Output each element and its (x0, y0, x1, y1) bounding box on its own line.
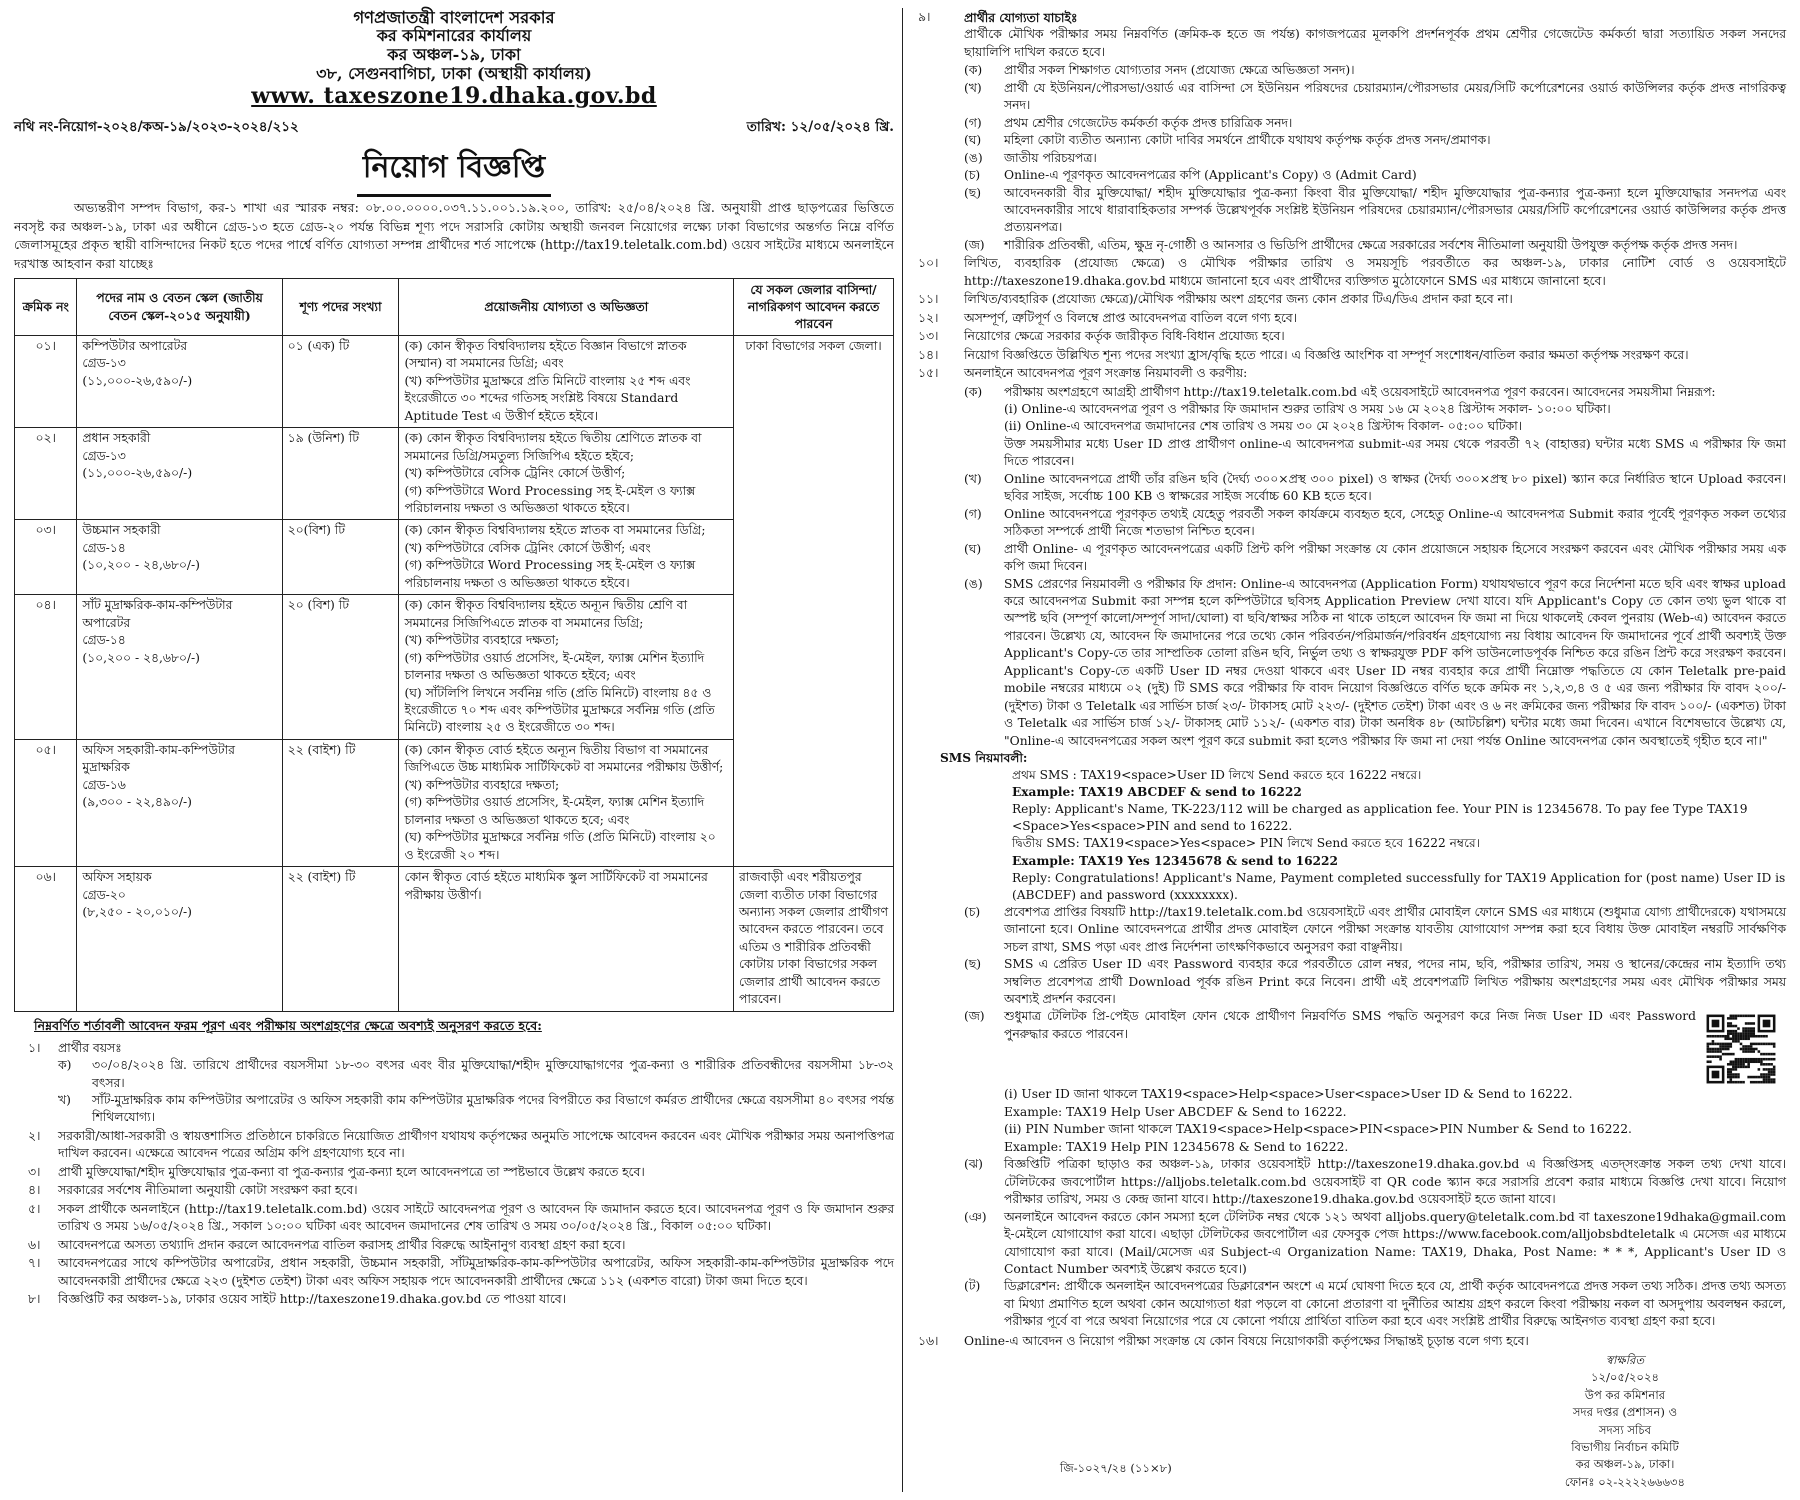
document-item-number: (ছ) (964, 185, 982, 200)
item-9 (912, 9, 1786, 61)
online-step-number: (ঞ) (964, 1209, 987, 1224)
row-count: ১৯ (উনিশ) টি (282, 428, 399, 520)
document-item-text: আবেদনকারী বীর মুক্তিযোদ্ধা/ শহীদ মুক্তিযোদ্ধার পুত্র-কন্যা কিংবা বীর মুক্তিযোদ্ধা/ শহীদ মুক্তিযোদ্ধার পুত্র-কন্যার পুত্র-কন্যা হলে মুক্তিযোদ্ধার সনদপত্র এবং আবেদনকারীর সাথে ধারাবাহিকতার সম্পর্ক উল্লেখপূর্বক সংশ্লিষ্ট ইউনিয়ন পরিষদের চেয়ারম্যান/পৌরসভার মেয়র/সিটি কর্পোরেশনের ওয়ার্ড কাউন্সিলর কর্তৃক প্রদত্ত প্রত্যয়নপত্র। (1004, 185, 1786, 235)
document-item-number: (ক) (964, 63, 983, 78)
row-qualification (399, 335, 734, 427)
item-number: ১৩। (918, 329, 939, 344)
term-number: ১। (28, 1040, 41, 1055)
term-body (58, 1291, 894, 1308)
qualification-item: (ক) কোন স্বীকৃত বিশ্ববিদ্যালয় হইতে বিজ্ঞান বিভাগে স্নাতক (সম্মান) বা সমমানের ডিগ্রি; এবং (404, 338, 687, 371)
sms-reply-1: Reply: Applicant's Name, TK-223/112 will be charged as application fee. Your PIN is 12345678. To pay fee Type TAX19 <Space>Yes<space>PIN and send to 16222. (1012, 802, 1748, 834)
sms-rules (912, 750, 1786, 904)
item-number: ১৫। (918, 366, 939, 381)
term-number: ৪। (28, 1183, 41, 1198)
qualification-item: (খ) কম্পিউটার ব্যবহারে দক্ষতা; (404, 633, 560, 648)
row-post (77, 520, 282, 595)
online-step-number: (জ) (964, 1009, 985, 1024)
sms-heading: SMS নিয়মাবলী: (940, 751, 1028, 766)
sms-first: প্রথম SMS : TAX19<space>User ID লিখে Send করতে হবে 16222 নম্বরে। (1012, 768, 1422, 783)
office-website[interactable]: www. taxeszone19.dhaka.gov.bd (251, 83, 657, 110)
item-9-subs (912, 62, 1786, 254)
right-item (912, 328, 1786, 345)
terms-heading: নিম্নবর্ণিত শর্তাবলী আবেদন ফরম পূরণ এবং পরীক্ষায় অংশগ্রহণের ক্ষেত্রে অবশ্যই অনুসরণ করতে হবে: (34, 1017, 542, 1033)
right-item (912, 365, 1786, 382)
online-step-number: (ঝ) (964, 1157, 983, 1172)
online-step-number (964, 1121, 1004, 1138)
right-items (912, 255, 1786, 382)
right-item (912, 347, 1786, 364)
online-step-number (964, 1104, 1004, 1121)
table-header-row (15, 278, 894, 335)
post-scale: (১১,০০০-২৬,৫৯০/-) (82, 466, 193, 481)
left-column (14, 8, 894, 1309)
item-number: ৯। (918, 10, 931, 24)
qualification-item: (গ) কম্পিউটারে Word Processing সহ ই-মেইল ও ফ্যাক্স পরিচালনায় দক্ষতা ও অভিজ্ঞতা থাকতে হইবে। (404, 558, 696, 590)
print-code: জি-১০২৭/২৪ (১১×৮) (1060, 1461, 1172, 1475)
vacancy-table-body (15, 335, 894, 1011)
document-item-number: (গ) (964, 115, 982, 130)
qualification-item: (খ) কম্পিউটারে বেসিক ট্রেনিং কোর্সে উত্তীর্ণ; (404, 466, 626, 481)
post-grade: গ্রেড-১৩ (82, 356, 126, 371)
online-step-text: SMS প্রেরণের নিয়মাবলী ও পরীক্ষার ফি প্রদান: Online-এ আবেদনপত্র (Application Form) যথাযথভাবে পূরণ করে নির্দেশনা মতে ছবি এবং স্বাক্ষর upload করে আবেদনপত্র Submit করা সম্পন্ন হলে কম্পিউটারে ছবিসহ Application Preview দেখা যাবে। যদি Applicant's Copy তে কোন তথ্য ভুল থাকে বা অস্পষ্ট ছবি (সম্পূর্ণ কালো/সম্পূর্ণ সাদা/ঘোলা) বা ছবি/স্বাক্ষর সঠিক না থাকে তাহলে আবেদন ফি জমা না দিয়ে থাকলেই কেবল পুনরায় (Web-এ) আবেদন করতে পারবেন। উল্লেখ্য যে, আবেদন ফি জমাদানের পরে তথ্যে কোন পরিবর্তন/পরিমার্জন/পরিবর্ধন গ্রহণযোগ্য নয় বিধায় আবেদন ফি জমাদানের পূর্বে প্রার্থী অবশ্যই উক্ত Applicant's Copy-তে তার সাম্প্রতিক তোলা রঙিন ছবি, নির্ভুল তথ্য ও স্বাক্ষরযুক্ত PDF কপি ডাউনলোডপূর্বক নিশ্চিত করে রঙিন প্রিন্ট করে সংরক্ষণ করবেন। Applicant's Copy-তে একটি User ID নম্বর দেওয়া থাকবে এবং User ID নম্বর ব্যবহার করে প্রার্থী নিম্নোক্ত পদ্ধতিতে যে কোন Teletalk pre-paid mobile নম্বরের মাধ্যমে ০২ (দুই) টি SMS করে পরীক্ষার ফি বাবদ নিয়োগ বিজ্ঞপ্তিতে বর্ণিত ছকে ক্রমিক নং ১,২,৩,৪ ও ৫ এর জন্য পরীক্ষার ফি বাবদ ২০০/- (দুইশত) টাকা ও Teletalk এর সার্ভিস চার্জ ২৩/- টাকাসহ মোট ২২৩/- (দুইশত তেইশ) টাকা এবং ও ৬ নং ক্রমিকের জন্য পরীক্ষার ফি বাবদ ১০০/- (একশত) টাকা ও Teletalk এর সার্ভিস চার্জ ১২/- টাকাসহ মোট ১১২/- (একশত বার) টাকা অনধিক ৪৮ (আটচল্লিশ) ঘন্টার মধ্যে জমা দিবেন। এখানে বিশেষভাবে উল্লেখ্য যে, "Online-এ আবেদনপত্রের সকল অংশ পূরণ করে submit করা হলেও পরীক্ষার ফি জমা না দেয়া পর্যন্ত Online আবেদনপত্র কোন অবস্থাতেই গৃহীত হবে না।" (1004, 576, 1786, 748)
term-sub-number: ক) (58, 1058, 72, 1073)
post-scale: (১০,২০০ - ২৪,৬৮০/-) (82, 558, 200, 573)
govt-name: গণপ্রজাতন্ত্রী বাংলাদেশ সরকার (353, 8, 555, 27)
row-post (77, 595, 282, 740)
post-name: সাঁট মুদ্রাক্ষরিক-কাম-কম্পিউটার অপারেটর (82, 598, 233, 630)
term-item (14, 1128, 894, 1163)
online-step-text: শুধুমাত্র টেলিটক প্রি-পেইড মোবাইল ফোন থেকে প্রার্থীগণ নিম্নবর্ণিত SMS পদ্ধতি অনুসরণ করে নিজ নিজ User ID এবং Password পুনরুদ্ধার করতে পারবেন। (1004, 1008, 1786, 1086)
term-body (58, 1201, 894, 1236)
online-step (964, 1209, 1786, 1279)
term-sub-text: ৩০/০৪/২০২৪ খ্রি. তারিখে প্রার্থীদের বয়সসীমা ১৮-৩০ বৎসর এবং বীর মুক্তিযোদ্ধা/শহীদ মুক্তিযোদ্ধাগণের পুত্র-কন্যা ও শারীরিক প্রতিবন্ধীদের বয়সসীমা ১৮-৩২ বৎসর। (92, 1058, 894, 1090)
online-step-number: (ট) (964, 1279, 981, 1294)
row-count: ২২ (বাইশ) টি (282, 739, 399, 866)
online-step-text: Example: TAX19 Help User ABCDEF & Send to 16222. (1004, 1104, 1347, 1119)
term-text: সকল প্রার্থীকে অনলাইনে (http://tax19.teletalk.com.bd) ওয়েব সাইটে আবেদনপত্র পূরণ ও আবেদন ফি জমাদান করতে হবে। আবেদনপত্র পূরণ ও ফি জমাদান শুরুর তারিখ ও সময় ১৬/০৫/২০২৪ খ্রি., সকাল ১০:০০ ঘটিকা এবং আবেদন জমাদানের শেষ তারিখ ও সময় ৩০/০৫/২০২৪ খ্রি., বিকাল ০৫:০০ ঘটিকা। (58, 1201, 894, 1234)
row-qualification (399, 739, 734, 866)
col-header-elig: যে সকল জেলার বাসিন্দা/নাগরিকগণ আবেদন করতে পারবেন (734, 278, 894, 335)
online-step (964, 506, 1786, 541)
row-eligibility: রাজবাড়ী এবং শরীয়তপুর জেলা ব্যতীত ঢাকা বিভাগের অন্যান্য সকল জেলার প্রার্থীগণ আবেদন করতে পারবেন। তবে এতিম ও শারীরিক প্রতিবন্ধী কোটায় ঢাকা বিভাগের সকল জেলার প্রার্থী আবেদন করতে পারবেন। (734, 867, 894, 1012)
document-item-text: জাতীয় পরিচয়পত্র। (1004, 150, 1097, 165)
online-step (964, 576, 1786, 751)
document-item (964, 185, 1786, 237)
row-count: ২২ (বাইশ) টি (282, 867, 399, 1012)
right-item (912, 255, 1786, 290)
signature-date: ১২/০৫/২০২৪ (1590, 1370, 1660, 1385)
col-header-count: শূণ্য পদের সংখ্যা (282, 278, 399, 335)
qualification-item: (ঘ) কম্পিউটার মুদ্রাক্ষরে সর্বনিম্ন গতি (প্রতি মিনিটে) বাংলায় ২০ ও ইংরেজী ২০ শব্দ। (404, 830, 716, 862)
item-text: অসম্পূর্ণ, ত্রুটিপূর্ণ ও বিলম্বে প্রাপ্ত আবেদনপত্র বাতিল বলে গণ্য হবে। (964, 310, 1298, 325)
signer-role: সদস্য সচিব (1598, 1422, 1652, 1437)
post-scale: (১০,২০০ - ২৪,৬৮০/-) (82, 650, 200, 665)
online-step-text: (i) Online-এ আবেদনপত্র পূরণ ও পরীক্ষার ফি জমাদান শুরুর তারিখ ও সময় ১৬ মে ২০২৪ খ্রিস্টাব্দ সকাল- ১০:০০ ঘটিকা। (1004, 401, 1611, 416)
post-grade: গ্রেড-২০ (82, 887, 126, 902)
term-number: ৬। (28, 1237, 41, 1252)
item-text: লিখিত, ব্যবহারিক (প্রযোজ্য ক্ষেত্রে) ও মৌখিক পরীক্ষার তারিখ ও সময়সূচি পরবর্তীতে কর অঞ্চল-১৯, ঢাকার নোটিশ বোর্ড ও ওয়েবসাইটে http://taxeszone19.dhaka.gov.bd মাধ্যমে জানানো হবে এবং প্রার্থীদের ব্যক্তিগত মুঠোফোনে SMS এর মাধ্যমে জানানো হবে। (964, 256, 1786, 288)
post-name: উচ্চমান সহকারী (82, 523, 161, 538)
signer-committee: বিভাগীয় নির্বাচন কমিটি (1571, 1439, 1679, 1454)
qualification-item: (ক) কোন স্বীকৃত বিশ্ববিদ্যালয় হইতে অন্যূন দ্বিতীয় শ্রেণি বা সমমানের সিজিপিএতে স্নাতক বা সমমানের ডিগ্রি; (404, 598, 688, 630)
online-step (964, 541, 1786, 576)
item-heading: প্রার্থীর যোগ্যতা যাচাইঃ (964, 10, 1078, 25)
sms-example-2: Example: TAX19 Yes 12345678 & send to 16222 (1012, 853, 1338, 868)
online-step-text: প্রবেশপত্র প্রাপ্তির বিষয়টি http://tax19.teletalk.com.bd ওয়েবসাইটে এবং প্রার্থীর মোবাইল ফোনে SMS এর মাধ্যমে (শুধুমাত্র যোগ্য প্রার্থীদেরকে) যথাসময়ে জানানো হবে। Online আবেদনপত্রে প্রার্থীর প্রদত্ত মোবাইল ফোনে পরীক্ষা সংক্রান্ত যাবতীয় যোগাযোগ সম্পন্ন করা হবে বিধায় উক্ত মোবাইল নম্বরটি সার্বক্ষণিক সচল রাখা, SMS পড়া এবং প্রাপ্ত নির্দেশনা তাৎক্ষণিকভাবে অনুসরণ করা বাঞ্ছনীয়। (1004, 904, 1786, 954)
row-post (77, 335, 282, 427)
memo-number: নথি নং-নিয়োগ-২০২৪/কঅ-১৯/২০২৩-২০২৪/২১২ (14, 119, 299, 136)
item-number: ১৬। (918, 1333, 939, 1348)
document-item-number: (ঘ) (964, 133, 982, 148)
online-step-number (964, 401, 1004, 418)
document-item-text: শারীরিক প্রতিবন্ধী, এতিম, ক্ষুদ্র নৃ-গোষ্ঠী ও আনসার ও ভিডিপি প্রার্থীদের ক্ষেত্রে সরকারের সর্বশেষ নীতিমালা অনুযায়ী উপযুক্ত কর্তৃপক্ষ কর্তৃক প্রদত্ত সনদ। (1004, 237, 1738, 252)
row-count: ২০ (বিশ) টি (282, 595, 399, 740)
online-step (964, 904, 1786, 956)
right-column (912, 8, 1786, 1351)
qualification-item: (ঘ) সাঁটলিপি লিখনে সর্বনিম্ন গতি (প্রতি মিনিটে) বাংলায় ৪৫ ও ইংরেজীতে ৭০ শব্দ এবং কম্পিউটার মুদ্রাক্ষরে সর্বনিম্ন গতি (প্রতি মিনিটে) বাংলায় ২৫ ও ইংরেজীতে ৩০ শব্দ। (404, 685, 715, 735)
term-sub-number: খ) (58, 1093, 71, 1108)
item-text: লিখিত/ব্যবহারিক (প্রযোজ্য ক্ষেত্রে)/মৌখিক পরীক্ষায় অংশ গ্রহণের জন্য কোন প্রকার টিএ/ডিএ প্রদান করা হবে না। (964, 292, 1513, 307)
online-step-number (964, 436, 1004, 471)
sms-example-1: Example: TAX19 ABCDEF & send to 16222 (1012, 785, 1302, 800)
online-step-text: (i) User ID জানা থাকলে TAX19<space>Help<space>User<space>User ID & Send to 16222. (1004, 1087, 1573, 1102)
row-post (77, 739, 282, 866)
table-row (15, 867, 894, 1012)
item-number: ১৪। (918, 347, 939, 362)
document-item (964, 167, 1786, 184)
row-post (77, 428, 282, 520)
online-step (964, 1156, 1786, 1208)
item-text: Online-এ আবেদন ও নিয়োগ পরীক্ষা সংক্রান্ত যে কোন বিষয়ে নিয়োগকারী কর্তৃপক্ষের সিদ্ধান্তই চূড়ান্ত বলে গণ্য হবে। (964, 1333, 1529, 1348)
qualification-item: (গ) কম্পিউটার ওয়ার্ড প্রসেসিং, ই-মেইল, ফ্যাক্স মেশিন ইত্যাদি চালনার দক্ষতা ও অভিজ্ঞতা থাকতে হবে; এবং (404, 795, 705, 827)
online-step-text: অনলাইনে আবেদন করতে কোন সমস্যা হলে টেলিটক নম্বর থেকে ১২১ অথবা alljobs.query@teletalk.com.bd বা taxeszone19dhaka@gmail.com ই-মেইলে যোগাযোগ করা যাবে। এছাড়া টেলিটকের জবপোর্টাল এর ফেসবুক পেজ https://www.facebook.com/alljobsbdteletalk এ মেসেজ এর মাধ্যমে যোগাযোগ করা যাবে। (Mail/মেসেজ এর Subject-এ Organization Name: TAX19, Dhaka, Post Name: * * *, Applicant's User ID ও Contact Number অবশ্যই উল্লেখ করতে হবে।) (1004, 1209, 1786, 1276)
document-item (964, 80, 1786, 115)
row-count: ০১ (এক) টি (282, 335, 399, 427)
online-step-number (964, 1139, 1004, 1156)
post-name: অফিস সহায়ক (82, 870, 152, 885)
term-number: ২। (28, 1128, 41, 1143)
document-item-text: মহিলা কোটা ব্যতীত অন্যান্য কোটা দাবির সমর্থনে প্রার্থীকে যথাযথ কর্তৃপক্ষ কর্তৃক প্রদত্ত সনদ/প্রমাণক। (1004, 133, 1491, 148)
online-step-text: পরীক্ষায় অংশগ্রহণে আগ্রহী প্রার্থীগণ http://tax19.teletalk.com.bd এই ওয়েবসাইটে আবেদনপত্র পূরণ করবেন। আবেদনের সময়সীমা নিম্নরূপ: (1004, 384, 1716, 399)
item-number: ১২। (918, 310, 939, 325)
col-header-sl: ক্রমিক নং (15, 278, 77, 335)
row-sl: ০৫। (15, 739, 77, 866)
signer-office: সদর দপ্তর (প্রশাসন) ও (1572, 1405, 1678, 1420)
row-qualification (399, 428, 734, 520)
online-step-text: (ii) Online-এ আবেদনপত্র জমাদানের শেষ তারিখ ও সময় ৩০ মে ২০২৪ খ্রিস্টাব্দ বিকাল- ০৫:০০ ঘটিকা। (1004, 419, 1523, 434)
item-text: নিয়োগের ক্ষেত্রে সরকার কর্তৃক জারীকৃত বিধি-বিধান প্রযোজ্য হবে। (964, 329, 1285, 344)
post-scale: (৯,৩০০ - ২২,৪৯০/-) (82, 795, 192, 810)
online-step (964, 1104, 1786, 1121)
sms-reply-2: Reply: Congratulations! Applicant's Name, Payment completed successfully for TAX19 Application for (post name) User ID is (ABCDEF) and password (xxxxxxxx). (1012, 870, 1786, 902)
online-step-text: SMS এ প্রেরিত User ID এবং Password ব্যবহার করে পরবর্তীতে রোল নম্বর, পদের নাম, ছবি, পরীক্ষার তারিখ, সময় ও স্থানের/কেন্দ্রের নাম ইত্যাদি তথ্য সম্বলিত প্রবেশপত্র প্রার্থী Download পূর্বক রঙিন Print করে নিবেন। প্রার্থী এই প্রবেশপত্রটি লিখিত পরীক্ষায় অংশগ্রহণের সময় এবং মৌখিক পরীক্ষার সময় অবশ্যই প্রদর্শন করবেন। (1004, 957, 1786, 1006)
term-text: প্রার্থীর বয়সঃ (58, 1040, 122, 1055)
term-sub-text: সাঁট-মুদ্রাক্ষরিক কাম কম্পিউটার অপারেটর ও অফিস সহকারী কাম কম্পিউটার মুদ্রাক্ষরিক পদের বিপরীতে কর বিভাগে কর্মরত প্রার্থীদের ক্ষেত্রে বয়সসীমা ৪০ বৎসর পর্যন্ত শিথিলযোগ্য। (92, 1093, 894, 1125)
item-body (964, 9, 1786, 61)
letterhead (14, 8, 894, 110)
qualification-item: (গ) কম্পিউটার ওয়ার্ড প্রসেসিং, ই-মেইল, ফ্যাক্স মেশিন ইত্যাদি চালনার দক্ষতা ও অভিজ্ঞতা থাকতে হইবে; এবং (404, 650, 705, 683)
post-name: অফিস সহকারী-কাম-কম্পিউটার মুদ্রাক্ষরিক (82, 742, 235, 775)
term-text: আবেদনপত্রের সাথে কম্পিউটার অপারেটর, প্রধান সহকারী, উচ্চমান সহকারী, সাঁটমুদ্রাক্ষরিক-কাম-কম্পিউটার অপারেটর, অফিস সহকারী-কাম-কম্পিউটার মুদ্রাক্ষরিক পদে আবেদনকারী প্রার্থীদের ক্ষেত্রে ২২৩ (দুইশত তেইশ) টাকা এবং অফিস সহায়ক পদে আবেদনকারী প্রার্থীদের ক্ষেত্রে ১১২ (একশত বারো) টাকা জমা দিতে হবে। (58, 1256, 894, 1288)
online-step (964, 1278, 1786, 1330)
sms-second: দ্বিতীয় SMS: TAX19<space>Yes<space> PIN লিখে Send করতে হবে 16222 নম্বরে। (1012, 836, 1481, 851)
term-body (58, 1128, 894, 1163)
item-number: ১০। (918, 256, 939, 271)
reference-line (14, 116, 894, 139)
online-step (964, 471, 1786, 506)
online-step-number: (গ) (964, 506, 982, 521)
document-item (964, 62, 1786, 79)
row-sl: ০৪। (15, 595, 77, 740)
qualification-item: (গ) কম্পিউটারে Word Processing সহ ই-মেইল ও ফ্যাক্স পরিচালনায় দক্ষতা ও অভিজ্ঞতা থাকতে হইবে। (404, 483, 696, 515)
item-16 (912, 1333, 1786, 1350)
notice-title-wrap (14, 143, 894, 197)
post-name: প্রধান সহকারী (82, 431, 151, 446)
row-count: ২০(বিশ) টি (282, 520, 399, 595)
term-body (58, 1255, 894, 1290)
qualification-item: (খ) কম্পিউটার মুদ্রাক্ষরে প্রতি মিনিটে বাংলায় ২৫ শব্দ এবং ইংরেজীতে ৩০ শব্দের গতিসহ সংশ্লিষ্ট বিষয়ে Standard Aptitude Test এ উত্তীর্ণ হইতে হইবে। (404, 373, 691, 423)
online-step (964, 401, 1786, 418)
online-step-number: (ক) (964, 384, 983, 399)
item-number: ১১। (918, 292, 939, 307)
online-step (964, 956, 1786, 1008)
terms-list (14, 1040, 894, 1309)
post-scale: (৮,২৫০ - ২০,০১০/-) (82, 904, 192, 919)
row-qualification (399, 520, 734, 595)
qualification-item: (ক) কোন স্বীকৃত বিশ্ববিদ্যালয় হইতে দ্বিতীয় শ্রেণিতে স্নাতক বা সমমানের ডিগ্রি/সমতুল্য সিজিপিএ হইতে হইবে; (404, 431, 702, 463)
row-sl: ০৩। (15, 520, 77, 595)
online-step (964, 436, 1786, 471)
online-step (964, 1086, 1786, 1103)
office-address: ৩৮, সেগুনবাগিচা, ঢাকা (অস্থায়ী কার্যালয়) (316, 64, 592, 84)
online-step-text: Online আবেদনপত্রে পূরণকৃত তথ্যই যেহেতু পরবর্তী সকল কার্যক্রমে ব্যবহৃত হবে, সেহেতু Online-এ আবেদনপত্র Submit করার পূর্বেই পূরণকৃত সকল তথ্যের সঠিকতা সম্পর্কে প্রার্থী নিজে শতভাগ নিশ্চিত হবেন। (1004, 506, 1786, 539)
online-step-number: (খ) (964, 471, 982, 486)
signature-block (1460, 1352, 1790, 1491)
qualification-item: কোন স্বীকৃত বোর্ড হইতে মাধ্যমিক স্কুল সার্টিফিকেট বা সমমানের পরীক্ষায় উত্তীর্ণ। (404, 870, 708, 902)
term-item (14, 1237, 894, 1254)
online-step-text: প্রার্থী Online- এ পূরণকৃত আবেদনপত্রের একটি প্রিন্ট কপি পরীক্ষা সংক্রান্ত যে কোন প্রয়োজনে সহায়ক হিসেবে সংরক্ষণ করবেন এবং মৌখিক পরীক্ষার সময় এক কপি জমা দিবেন। (1004, 541, 1786, 574)
row-sl: ০২। (15, 428, 77, 520)
right-item (912, 310, 1786, 327)
online-step-number: (ঙ) (964, 576, 983, 591)
item-text: প্রার্থীকে মৌখিক পরীক্ষার সময় নিম্নবর্ণিত (ক্রমিক-ক হতে জ পর্যন্ত) কাগজপত্রের মূলকপি প্রদর্শনপূর্বক প্রথম শ্রেণীর গেজেটেড কর্মকর্তা দ্বারা সত্যায়িত সকল সনদের ছায়ালিপি দাখিল করতে হবে। (964, 27, 1786, 59)
online-step-text: Online আবেদনপত্রে প্রার্থী তাঁর রঙিন ছবি (দৈর্ঘ্য ৩০০×প্রস্থ ৩০০ pixel) ও স্বাক্ষর (দৈর্ঘ্য ৩০০×প্রস্থ ৮০ pixel) স্ক্যান করে নির্ধারিত স্থানে Upload করবেন। ছবির সাইজ, সর্বোচ্চ 100 KB ও স্বাক্ষরের সাইজ সর্বোচ্চ 60 KB হতে হবে। (1004, 471, 1786, 504)
qr-code-icon[interactable] (1704, 1012, 1778, 1086)
term-item (14, 1164, 894, 1181)
col-header-post: পদের নাম ও বেতন স্কেল (জাতীয় বেতন স্কেল-২০১৫ অনুযায়ী) (77, 278, 282, 335)
term-sub (58, 1057, 894, 1092)
table-row (15, 335, 894, 427)
office-name: কর কমিশনারের কার্যালয় (376, 26, 532, 46)
document-item-number: (খ) (964, 80, 982, 95)
document-item (964, 150, 1786, 167)
term-text: আবেদনপত্রে অসত্য তথ্যাদি প্রদান করলে আবেদনপত্র বাতিল করাসহ প্রার্থীর বিরুদ্ধে আইনানুগ ব্যবস্থা গ্রহণ করা হবে। (58, 1237, 626, 1252)
column-divider (902, 8, 903, 1492)
online-step (964, 1121, 1786, 1138)
qualification-item: (ক) কোন স্বীকৃত বোর্ড হইতে অন্যূন দ্বিতীয় বিভাগ বা সমমানের জিপিএতে উচ্চ মাধ্যমিক সার্টিফিকেট বা সমমানের পরীক্ষায় উত্তীর্ণ; (404, 742, 724, 775)
online-step-text: Example: TAX19 Help PIN 12345678 & Send to 16222. (1004, 1139, 1349, 1154)
online-step-number: (ঘ) (964, 541, 982, 556)
document-item-text: প্রার্থী যে ইউনিয়ন/পৌরসভা/ওয়ার্ড এর বাসিন্দা সে ইউনিয়ন পরিষদের চেয়ারম্যান/পৌরসভার মেয়র/সিটি কর্পোরেশনের ওয়ার্ড কাউন্সিলর কর্তৃক প্রদত্ত নাগরিকত্ব সনদ। (1004, 80, 1786, 113)
qualification-item: (খ) কম্পিউটার ব্যবহারে দক্ষতা; (404, 777, 560, 792)
document-item-text: Online-এ পূরণকৃত আবেদনপত্রের কপি (Applicant's Copy) ও (Admit Card) (1004, 168, 1417, 183)
term-body (58, 1164, 894, 1181)
post-grade: গ্রেড-১৪ (82, 633, 126, 648)
term-number: ৮। (28, 1292, 41, 1307)
intro-paragraph: অভ্যন্তরীণ সম্পদ বিভাগ, কর-১ শাখা এর স্মারক নম্বর: ০৮.০০.০০০০.০৩৭.১১.০০১.১৯.২০০, তারিখ: ২৫/০৪/২০২৪ খ্রি. অনুযায়ী প্রাপ্ত ছাড়পত্রের ভিত্তিতে নবসৃষ্ট কর অঞ্চল-১৯, ঢাকা এর অধীনে গ্রেড-১৩ হতে গ্রেড-২০ পর্যন্ত বিভিন্ন শূণ্য পদে সরাসরি কোটায় অস্থায়ী জনবল নিয়োগের লক্ষ্যে ঢাকা বিভাগের অন্তর্গত নিম্নে বর্ণিত জেলাসমূহের প্রকৃত স্থায়ী বাসিন্দাদের নিকট হতে পদের পার্শ্বে বর্ণিত যোগ্যতা সম্পন্ন প্রার্থীদের শর্ত সাপেক্ষে (http://tax19.teletalk.com.bd) ওয়েব সাইটের মাধ্যমে অনলাইনে দরখাস্ত আহবান করা যাচ্ছেঃ (14, 200, 894, 271)
online-step (964, 418, 1786, 435)
document-item-number: (ঙ) (964, 150, 983, 165)
term-text: সরকারী/আধা-সরকারী ও স্বায়ত্তশাসিত প্রতিষ্ঠানে চাকরিতে নিয়োজিত প্রার্থীগণ যথাযথ কর্তৃপক্ষের অনুমতি সাপেক্ষে আবেদন করবেন এবং মৌখিক পরীক্ষার সময় অনাপত্তিপত্র দাখিল করবেন। এক্ষেত্রে আবেদন পত্রের অগ্রিম কপি গ্রহণযোগ্য হবে না। (58, 1128, 894, 1161)
right-item (912, 291, 1786, 308)
term-number: ৩। (28, 1164, 41, 1179)
post-name: কম্পিউটার অপারেটর (82, 338, 187, 353)
online-instructions-2 (912, 904, 1786, 1331)
online-step-text: বিজ্ঞপ্তিটি পত্রিকা ছাড়াও কর অঞ্চল-১৯, ঢাকার ওয়েবসাইট http://taxeszone19.dhaka.gov.bd এ বিজ্ঞপ্তিসহ এতদ্সংক্রান্ত সকল তথ্য দেখা যাবে। টেলিটকের জবপোর্টাল https://alljobs.teletalk.com.bd ওয়েবসাইট বা QR code স্ক্যান করে সরাসরি প্রবেশ করার মাধ্যমে বিজ্ঞপ্তি দেখা যাবে। নিয়োগ পরীক্ষার তারিখ, সময় ও কেন্দ্র জানা যাবে। http://taxeszone19.dhaka.gov.bd ওয়েবসাইট হতে জানা যাবে। (1004, 1157, 1786, 1207)
notice-title: নিয়োগ বিজ্ঞপ্তি (357, 143, 551, 197)
term-body (58, 1182, 894, 1199)
term-item (14, 1255, 894, 1290)
document-item-text: প্রথম শ্রেণীর গেজেটেড কর্মকর্তা কর্তৃক প্রদত্ত চারিত্রিক সনদ। (1004, 115, 1293, 130)
online-step-number: (ছ) (964, 957, 982, 972)
online-step-number (964, 1086, 1004, 1103)
term-text: বিজ্ঞপ্তিটি কর অঞ্চল-১৯, ঢাকার ওয়েব সাইট http://taxeszone19.dhaka.gov.bd তে পাওয়া যাবে। (58, 1292, 567, 1307)
online-step-text: ডিক্লারেশন: প্রার্থীকে অনলাইন আবেদনপত্রের ডিক্লারেশন অংশে এ মর্মে ঘোষণা দিতে হবে যে, প্রার্থী কর্তৃক আবেদনপত্রে প্রদত্ত সকল তথ্য সঠিক। প্রদত্ত তথ্য অসত্য বা মিথ্যা প্রমাণিত হলে অথবা কোন অযোগ্যতা ধরা পড়লে বা কোনো প্রতারণা বা দুর্নীতির আশ্রয় গ্রহণ করলে কিংবা পরীক্ষায় নকল বা অসদুপায় অবলম্বন করলে, পরীক্ষার পূর্বে বা পরে অথবা নিয়োগের পরে যে কোনো পর্যায়ে প্রার্থিতা বাতিল করা হবে এবং সংশ্লিষ্ট প্রার্থীর বিরুদ্ধে আইনগত ব্যবস্থা গ্রহণ করা হবে। (1004, 1279, 1787, 1329)
signer-phone: ফোনঃ ০২-২২২২৬৬৬৩৪ (1564, 1474, 1686, 1489)
col-header-qual: প্রয়োজনীয় যোগ্যতা ও অভিজ্ঞতা (399, 278, 734, 335)
online-step-number: (চ) (964, 904, 981, 919)
online-step-text: উক্ত সময়সীমার মধ্যে User ID প্রাপ্ত প্রার্থীগণ online-এ আবেদনপত্র submit-এর সময় থেকে পরবর্তী ৭২ (বাহাত্তর) ঘন্টার মধ্যে SMS এ পরীক্ষার ফি জমা দিতে পারবেন। (1004, 436, 1786, 469)
document-item-number: (জ) (964, 237, 985, 252)
qualification-item: (ক) কোন স্বীকৃত বিশ্ববিদ্যালয় হইতে স্নাতক বা সমমানের ডিগ্রি; (404, 523, 706, 538)
document-item-number: (চ) (964, 168, 981, 183)
online-step (964, 384, 1786, 401)
online-step (964, 1139, 1786, 1156)
term-item (14, 1201, 894, 1236)
term-text: সরকারের সর্বশেষ নীতিমালা অনুযায়ী কোটা সংরক্ষণ করা হবে। (58, 1183, 358, 1198)
signer-designation: উপ কর কমিশনার (1584, 1387, 1666, 1402)
term-item (14, 1040, 894, 1127)
term-text: প্রার্থী মুক্তিযোদ্ধা/শহীদ মুক্তিযোদ্ধার পুত্র-কন্যা বা পুত্র-কন্যার পুত্র-কন্যা হলে আবেদনপত্রে তা স্পষ্টভাবে উল্লেখ করতে হবে। (58, 1164, 645, 1179)
document-item (964, 132, 1786, 149)
term-body (58, 1237, 894, 1254)
online-step (964, 1008, 1786, 1086)
term-number: ৫। (28, 1201, 41, 1216)
post-grade: গ্রেড-১৪ (82, 540, 126, 555)
row-qualification (399, 595, 734, 740)
term-body (58, 1040, 894, 1127)
document-item (964, 115, 1786, 132)
row-qualification (399, 867, 734, 1012)
row-post (77, 867, 282, 1012)
document-item-text: প্রার্থীর সকল শিক্ষাগত যোগ্যতার সনদ (প্রযোজ্য ক্ষেত্রে অভিজ্ঞতা সনদ)। (1004, 63, 1355, 78)
memo-date: তারিখ: ১২/০৫/২০২৪ খ্রি. (746, 119, 894, 136)
post-grade: গ্রেড-১৬ (82, 777, 126, 792)
row-eligibility: ঢাকা বিভাগের সকল জেলা। (734, 335, 894, 866)
document-item (964, 237, 1786, 254)
signer-zone: কর অঞ্চল-১৯, ঢাকা। (1575, 1457, 1675, 1472)
qualification-item: (খ) কম্পিউটারে বেসিক ট্রেনিং কোর্সে উত্তীর্ণ; এবং (404, 540, 651, 555)
row-sl: ০৬। (15, 867, 77, 1012)
row-sl: ০১। (15, 335, 77, 427)
term-item (14, 1291, 894, 1308)
post-grade: গ্রেড-১৩ (82, 448, 126, 463)
online-step-number (964, 418, 1004, 435)
signature-mark: স্বাক্ষরিত (1605, 1353, 1645, 1367)
item-text: অনলাইনে আবেদনপত্র পূরণ সংক্রান্ত নিয়মাবলী ও করণীয়: (964, 366, 1248, 381)
zone-name: কর অঞ্চল-১৯, ঢাকা (387, 45, 521, 65)
vacancy-table (14, 278, 894, 1012)
online-step-text: (ii) PIN Number জানা থাকলে TAX19<space>Help<space>PIN<space>PIN Number & Send to 16222. (1004, 1122, 1632, 1137)
term-number: ৭। (28, 1256, 41, 1271)
post-scale: (১১,০০০-২৬,৫৯০/-) (82, 373, 193, 388)
online-instructions (912, 384, 1786, 751)
term-item (14, 1182, 894, 1199)
item-text: নিয়োগ বিজ্ঞপ্তিতে উল্লিখিত শূন্য পদের সংখ্যা হ্রাস/বৃদ্ধি হতে পারে। এ বিজ্ঞপ্তি আংশিক বা সম্পূর্ণ সংশোধন/বাতিল করার ক্ষমতা কর্তৃপক্ষ সংরক্ষণ করে। (964, 347, 1689, 362)
term-sub (58, 1092, 894, 1127)
